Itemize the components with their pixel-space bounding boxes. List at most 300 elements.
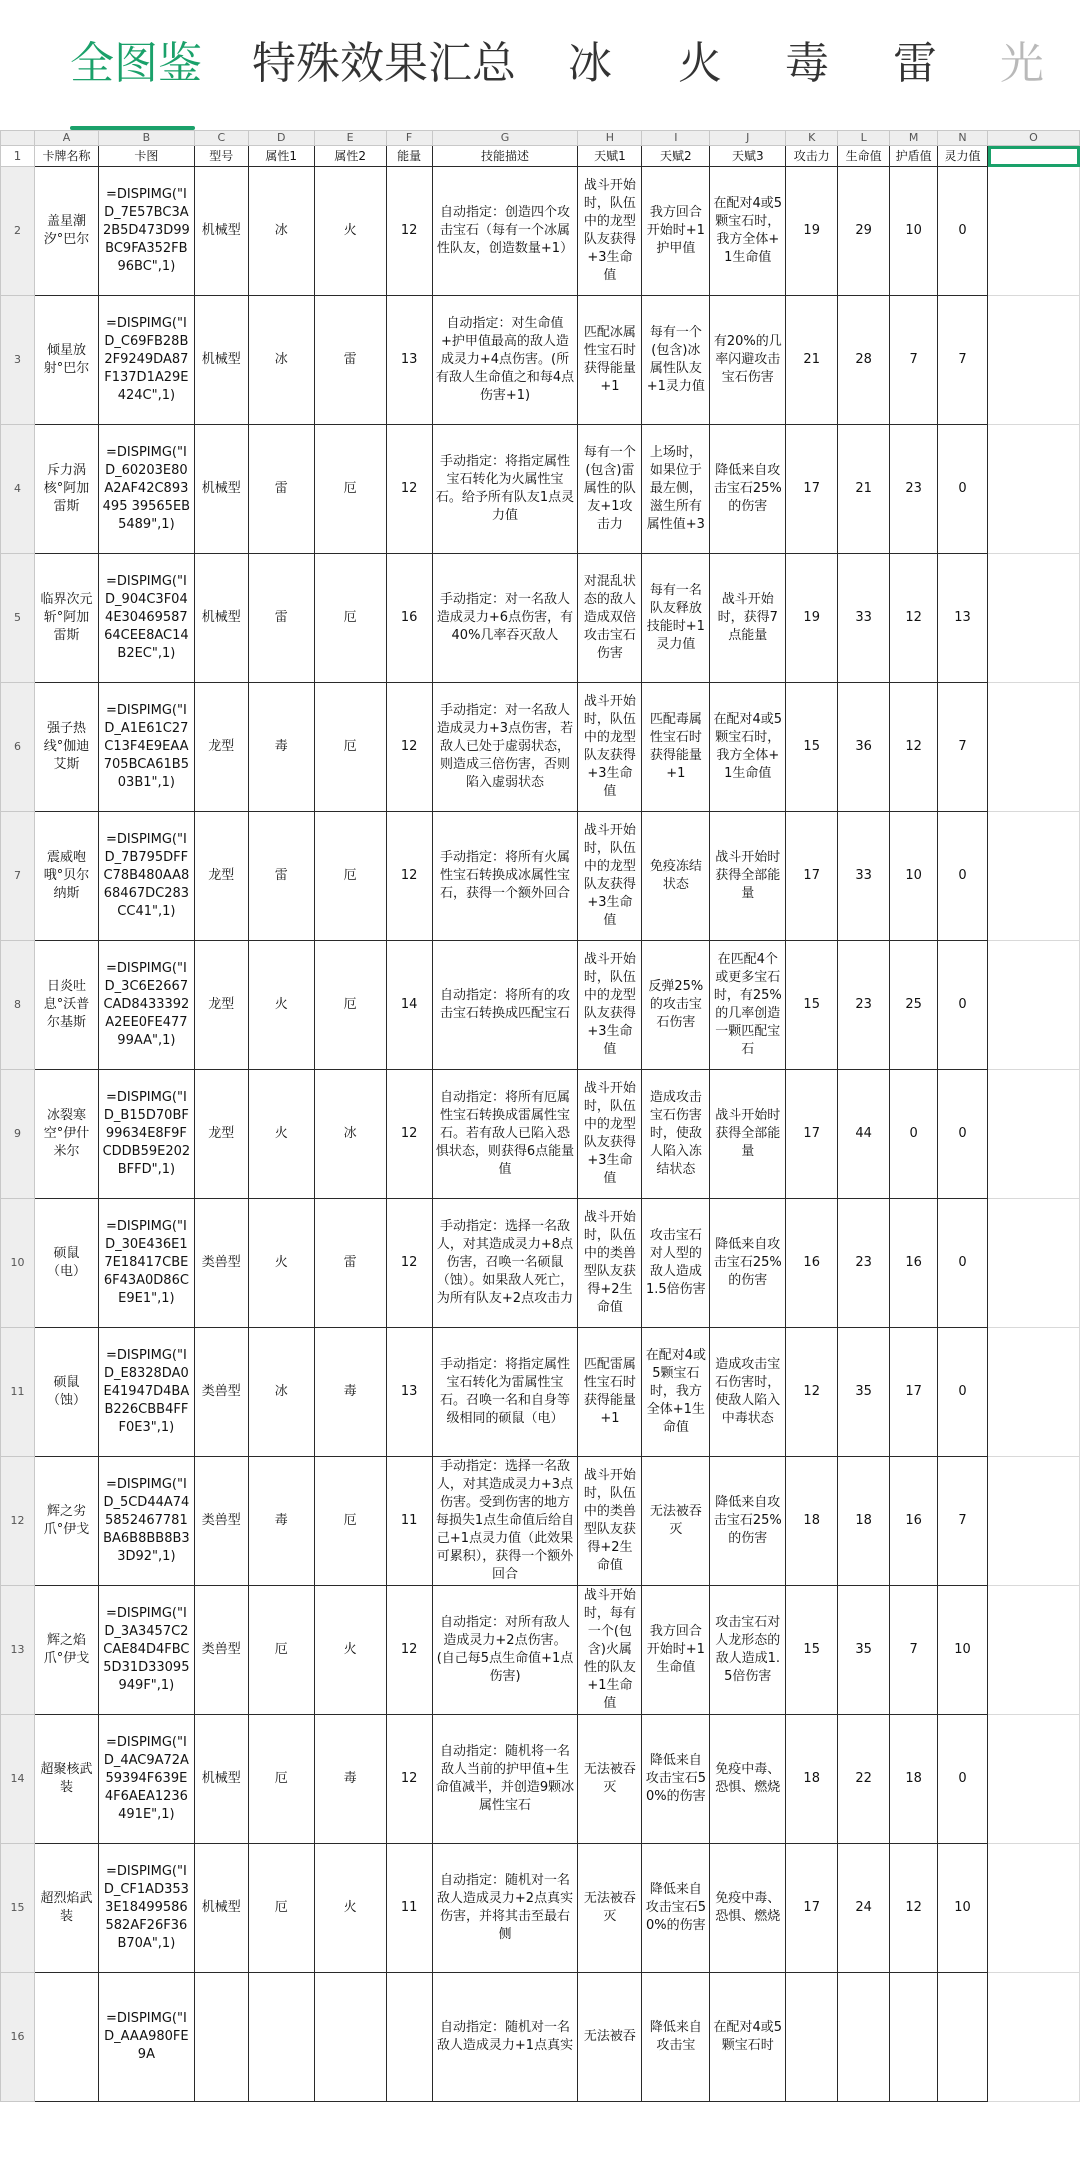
table-row (1, 1715, 1080, 1844)
talent3-cell[interactable]: 免疫中毒、恐惧、燃烧 (710, 1715, 786, 1844)
row-number[interactable]: 14 (1, 1715, 35, 1844)
row-number[interactable]: 6 (1, 683, 35, 812)
hp-cell[interactable]: 29 (838, 167, 890, 296)
talent1-cell[interactable]: 战斗开始时，队伍中的龙型队友获得+3生命值 (578, 1070, 642, 1199)
spirit-cell[interactable]: 7 (938, 296, 988, 425)
header-row (1, 146, 1080, 167)
spirit-cell[interactable]: 0 (938, 167, 988, 296)
energy-cell[interactable] (386, 1973, 432, 2102)
attribute2-cell[interactable]: 毒 (314, 1715, 386, 1844)
attribute2-cell[interactable]: 火 (314, 1844, 386, 1973)
energy-cell[interactable]: 12 (386, 1586, 432, 1715)
hp-cell[interactable]: 23 (838, 1199, 890, 1328)
card-name-cell[interactable]: 倾星放射°巴尔 (34, 296, 98, 425)
talent3-cell[interactable]: 在配对4或5颗宝石时，我方全体+1生命值 (710, 167, 786, 296)
shield-cell[interactable]: 12 (890, 1844, 938, 1973)
table-row (1, 1973, 1080, 2102)
type-cell[interactable]: 龙型 (194, 812, 248, 941)
type-cell[interactable]: 机械型 (194, 1844, 248, 1973)
table-row (1, 1457, 1080, 1586)
talent2-cell[interactable]: 我方回合开始时+1生命值 (642, 1586, 710, 1715)
attribute2-cell[interactable]: 火 (314, 1586, 386, 1715)
table-row (1, 296, 1080, 425)
column-letter[interactable]: K (786, 131, 838, 146)
energy-cell[interactable]: 12 (386, 1070, 432, 1199)
type-cell[interactable]: 类兽型 (194, 1457, 248, 1586)
skill-description-cell[interactable]: 自动指定：对生命值+护甲值最高的敌人造成灵力+4点伤害。(所有敌人生命值之和每4点伤害+1) (432, 296, 578, 425)
header-cell[interactable]: 天赋2 (642, 146, 710, 167)
talent3-cell[interactable]: 战斗开始时获得全部能量 (710, 1070, 786, 1199)
type-cell[interactable]: 类兽型 (194, 1586, 248, 1715)
shield-cell[interactable]: 7 (890, 296, 938, 425)
column-letters-row (1, 131, 1080, 146)
shield-cell[interactable]: 0 (890, 1070, 938, 1199)
attribute1-cell[interactable]: 火 (248, 1070, 314, 1199)
table-row (1, 1328, 1080, 1457)
talent1-cell[interactable]: 匹配冰属性宝石时获得能量+1 (578, 296, 642, 425)
energy-cell[interactable]: 16 (386, 554, 432, 683)
card-image-formula-cell[interactable]: =DISPIMG("ID_904C3F044E3046958764CEE8AC14B2EC",1) (98, 554, 194, 683)
energy-cell[interactable]: 12 (386, 683, 432, 812)
talent2-cell[interactable]: 造成攻击宝石伤害时，使敌人陷入冻结状态 (642, 1070, 710, 1199)
column-letter[interactable]: D (248, 131, 314, 146)
tab-bar (0, 0, 1080, 130)
empty-cell[interactable] (988, 1328, 1080, 1457)
shield-cell[interactable]: 12 (890, 683, 938, 812)
column-letter[interactable]: L (838, 131, 890, 146)
header-cell[interactable]: 灵力值 (938, 146, 988, 167)
attack-cell[interactable]: 12 (786, 1328, 838, 1457)
attribute2-cell[interactable]: 雷 (314, 1199, 386, 1328)
attack-cell[interactable]: 17 (786, 1070, 838, 1199)
attack-cell[interactable]: 19 (786, 167, 838, 296)
table-row (1, 941, 1080, 1070)
row-number[interactable]: 4 (1, 425, 35, 554)
energy-cell[interactable]: 12 (386, 167, 432, 296)
energy-cell[interactable]: 11 (386, 1457, 432, 1586)
header-cell[interactable]: 属性2 (314, 146, 386, 167)
attribute1-cell[interactable]: 冰 (248, 1328, 314, 1457)
tab-special-effects[interactable]: 特殊效果汇总 (252, 38, 516, 89)
talent2-cell[interactable]: 无法被吞灭 (642, 1457, 710, 1586)
attribute2-cell[interactable]: 厄 (314, 941, 386, 1070)
tab-thunder[interactable]: 雷 (893, 38, 937, 89)
empty-cell[interactable] (988, 554, 1080, 683)
header-cell[interactable]: 属性1 (248, 146, 314, 167)
row-number[interactable]: 8 (1, 941, 35, 1070)
talent3-cell[interactable]: 降低来自攻击宝石25%的伤害 (710, 1199, 786, 1328)
attribute1-cell[interactable]: 厄 (248, 1586, 314, 1715)
select-all-corner[interactable] (1, 131, 35, 146)
header-cell[interactable]: 技能描述 (432, 146, 578, 167)
card-name-cell[interactable]: 辉之焰爪°伊戈 (34, 1586, 98, 1715)
attack-cell[interactable]: 16 (786, 1199, 838, 1328)
attribute1-cell[interactable]: 毒 (248, 1457, 314, 1586)
skill-description-cell[interactable]: 手动指定：将所有火属性宝石转换成冰属性宝石，获得一个额外回合 (432, 812, 578, 941)
attribute1-cell[interactable] (248, 1973, 314, 2102)
attack-cell[interactable]: 17 (786, 425, 838, 554)
empty-cell[interactable] (988, 941, 1080, 1070)
row-number[interactable]: 15 (1, 1844, 35, 1973)
row-number[interactable]: 5 (1, 554, 35, 683)
header-cell[interactable]: 卡图 (98, 146, 194, 167)
spreadsheet[interactable] (0, 130, 1080, 2062)
tab-light[interactable]: 光 (1000, 38, 1044, 89)
talent2-cell[interactable]: 每有一个(包含)冰属性队友+1灵力值 (642, 296, 710, 425)
hp-cell[interactable]: 35 (838, 1586, 890, 1715)
talent1-cell[interactable]: 战斗开始时，队伍中的龙型队友获得+3生命值 (578, 167, 642, 296)
talent2-cell[interactable]: 免疫冻结状态 (642, 812, 710, 941)
type-cell[interactable]: 机械型 (194, 1715, 248, 1844)
spirit-cell[interactable]: 13 (938, 554, 988, 683)
talent3-cell[interactable]: 在配对4或5颗宝石时，我方全体+1生命值 (710, 683, 786, 812)
energy-cell[interactable]: 13 (386, 296, 432, 425)
shield-cell[interactable]: 16 (890, 1457, 938, 1586)
attribute1-cell[interactable]: 火 (248, 941, 314, 1070)
talent2-cell[interactable]: 匹配毒属性宝石时获得能量+1 (642, 683, 710, 812)
card-name-cell[interactable]: 斥力涡核°阿加雷斯 (34, 425, 98, 554)
skill-description-cell[interactable]: 手动指定：选择一名敌人，对其造成灵力+3点伤害。受到伤害的地方每损失1点生命值后给自己+1点灵力值（此效果可累积），获得一个额外回合 (432, 1457, 578, 1586)
energy-cell[interactable]: 13 (386, 1328, 432, 1457)
attribute1-cell[interactable]: 厄 (248, 1715, 314, 1844)
header-cell[interactable]: 天赋1 (578, 146, 642, 167)
talent3-cell[interactable]: 在匹配4个或更多宝石时，有25%的几率创造一颗匹配宝石 (710, 941, 786, 1070)
attribute1-cell[interactable]: 火 (248, 1199, 314, 1328)
header-cell[interactable]: 攻击力 (786, 146, 838, 167)
skill-description-cell[interactable]: 自动指定：将所有的攻击宝石转换成匹配宝石 (432, 941, 578, 1070)
energy-cell[interactable]: 12 (386, 425, 432, 554)
sheet-body (1, 131, 1080, 2102)
spirit-cell[interactable]: 0 (938, 1070, 988, 1199)
hp-cell[interactable]: 21 (838, 425, 890, 554)
card-name-cell[interactable]: 盖星潮汐°巴尔 (34, 167, 98, 296)
table-row (1, 812, 1080, 941)
table-row (1, 1199, 1080, 1328)
header-cell[interactable]: 护盾值 (890, 146, 938, 167)
empty-cell[interactable] (988, 1586, 1080, 1715)
type-cell[interactable]: 龙型 (194, 1070, 248, 1199)
talent2-cell[interactable]: 攻击宝石对人型的敌人造成1.5倍伤害 (642, 1199, 710, 1328)
card-name-cell[interactable]: 日炎吐息°沃普尔基斯 (34, 941, 98, 1070)
attack-cell[interactable] (786, 1973, 838, 2102)
header-cell[interactable]: 能量 (386, 146, 432, 167)
empty-cell[interactable] (988, 1070, 1080, 1199)
attribute1-cell[interactable]: 厄 (248, 1844, 314, 1973)
attribute2-cell[interactable]: 厄 (314, 683, 386, 812)
card-name-cell[interactable]: 冰裂寒空°伊什米尔 (34, 1070, 98, 1199)
header-cell[interactable]: 生命值 (838, 146, 890, 167)
skill-description-cell[interactable]: 手动指定：将指定属性宝石转化为雷属性宝石。召唤一名和自身等级相同的硕鼠（电） (432, 1328, 578, 1457)
shield-cell[interactable]: 25 (890, 941, 938, 1070)
skill-description-cell[interactable]: 手动指定：将指定属性宝石转化为火属性宝石。给予所有队友1点灵力值 (432, 425, 578, 554)
talent3-cell[interactable]: 降低来自攻击宝石25%的伤害 (710, 1457, 786, 1586)
spirit-cell[interactable]: 10 (938, 1844, 988, 1973)
shield-cell[interactable]: 18 (890, 1715, 938, 1844)
empty-cell[interactable] (988, 812, 1080, 941)
spirit-cell[interactable]: 7 (938, 1457, 988, 1586)
type-cell[interactable]: 龙型 (194, 941, 248, 1070)
empty-cell[interactable] (988, 1715, 1080, 1844)
row-number[interactable]: 16 (1, 1973, 35, 2102)
attribute2-cell[interactable]: 冰 (314, 1070, 386, 1199)
card-image-formula-cell[interactable]: =DISPIMG("ID_B15D70BF99634E8F9FCDDB59E202BFFD",1) (98, 1070, 194, 1199)
row-number[interactable]: 10 (1, 1199, 35, 1328)
hp-cell[interactable]: 23 (838, 941, 890, 1070)
talent3-cell[interactable]: 战斗开始时，获得7点能量 (710, 554, 786, 683)
row-number[interactable]: 3 (1, 296, 35, 425)
card-image-formula-cell[interactable]: =DISPIMG("ID_3C6E2667CAD8433392A2EE0FE47799AA",1) (98, 941, 194, 1070)
column-letter[interactable]: G (432, 131, 578, 146)
shield-cell[interactable]: 12 (890, 554, 938, 683)
column-letter[interactable]: H (578, 131, 642, 146)
card-image-formula-cell[interactable]: =DISPIMG("ID_CF1AD3533E18499586582AF26F36B70A",1) (98, 1844, 194, 1973)
attack-cell[interactable]: 15 (786, 1586, 838, 1715)
talent2-cell[interactable]: 每有一名队友释放技能时+1灵力值 (642, 554, 710, 683)
attribute1-cell[interactable]: 冰 (248, 296, 314, 425)
attribute2-cell[interactable]: 火 (314, 167, 386, 296)
table-row (1, 167, 1080, 296)
empty-cell[interactable] (988, 296, 1080, 425)
talent1-cell[interactable]: 每有一个(包含)雷属性的队友+1攻击力 (578, 425, 642, 554)
attribute2-cell[interactable]: 厄 (314, 554, 386, 683)
row-number[interactable]: 9 (1, 1070, 35, 1199)
talent1-cell[interactable]: 战斗开始时，队伍中的龙型队友获得+3生命值 (578, 812, 642, 941)
spirit-cell[interactable]: 0 (938, 425, 988, 554)
empty-cell[interactable] (988, 425, 1080, 554)
row-number[interactable]: 11 (1, 1328, 35, 1457)
table-row (1, 554, 1080, 683)
attack-cell[interactable]: 18 (786, 1457, 838, 1586)
row-number[interactable]: 12 (1, 1457, 35, 1586)
type-cell[interactable]: 类兽型 (194, 1328, 248, 1457)
column-letter[interactable]: I (642, 131, 710, 146)
card-name-cell[interactable]: 硕鼠（电） (34, 1199, 98, 1328)
spirit-cell[interactable]: 0 (938, 812, 988, 941)
table-row (1, 1844, 1080, 1973)
energy-cell[interactable]: 12 (386, 1715, 432, 1844)
card-name-cell[interactable]: 超烈焰武装 (34, 1844, 98, 1973)
hp-cell[interactable]: 24 (838, 1844, 890, 1973)
skill-description-cell[interactable]: 自动指定：创造四个攻击宝石（每有一个冰属性队友，创造数量+1） (432, 167, 578, 296)
talent3-cell[interactable]: 攻击宝石对人龙形态的敌人造成1.5倍伤害 (710, 1586, 786, 1715)
sheet-grid (0, 130, 1080, 2102)
type-cell[interactable]: 机械型 (194, 296, 248, 425)
empty-cell[interactable] (988, 1199, 1080, 1328)
hp-cell[interactable]: 18 (838, 1457, 890, 1586)
type-cell[interactable] (194, 1973, 248, 2102)
table-row (1, 683, 1080, 812)
attribute1-cell[interactable]: 雷 (248, 812, 314, 941)
shield-cell[interactable] (890, 1973, 938, 2102)
card-image-formula-cell[interactable]: =DISPIMG("ID_AAA980FE9A (98, 1973, 194, 2102)
hp-cell[interactable]: 44 (838, 1070, 890, 1199)
card-name-cell[interactable]: 强子热线°伽迪艾斯 (34, 683, 98, 812)
shield-cell[interactable]: 23 (890, 425, 938, 554)
tab-poison[interactable]: 毒 (785, 38, 829, 89)
energy-cell[interactable]: 14 (386, 941, 432, 1070)
empty-cell[interactable] (988, 167, 1080, 296)
attribute2-cell[interactable]: 雷 (314, 296, 386, 425)
talent1-cell[interactable]: 战斗开始时，每有一个(包含)火属性的队友+1生命值 (578, 1586, 642, 1715)
attribute2-cell[interactable]: 厄 (314, 1457, 386, 1586)
talent2-cell[interactable]: 上场时，如果位于最左侧，滋生所有属性值+3 (642, 425, 710, 554)
column-letter[interactable]: J (710, 131, 786, 146)
header-cell[interactable]: 天赋3 (710, 146, 786, 167)
card-image-formula-cell[interactable]: =DISPIMG("ID_3A3457C2CAE84D4FBC5D31D33095949F",1) (98, 1586, 194, 1715)
energy-cell[interactable]: 11 (386, 1844, 432, 1973)
column-letter[interactable]: C (194, 131, 248, 146)
talent3-cell[interactable]: 战斗开始时获得全部能量 (710, 812, 786, 941)
talent2-cell[interactable]: 在配对4或5颗宝石时，我方全体+1生命值 (642, 1328, 710, 1457)
shield-cell[interactable]: 10 (890, 812, 938, 941)
attack-cell[interactable]: 17 (786, 1844, 838, 1973)
shield-cell[interactable]: 10 (890, 167, 938, 296)
skill-description-cell[interactable]: 自动指定：将所有厄属性宝石转换成雷属性宝石。若有敌人已陷入恐惧状态，则获得6点能量值 (432, 1070, 578, 1199)
header-cell[interactable]: 卡牌名称 (34, 146, 98, 167)
talent1-cell[interactable]: 无法被吞灭 (578, 1715, 642, 1844)
header-cell[interactable]: 型号 (194, 146, 248, 167)
column-letter[interactable]: M (890, 131, 938, 146)
attribute2-cell[interactable]: 厄 (314, 425, 386, 554)
table-row (1, 425, 1080, 554)
type-cell[interactable]: 类兽型 (194, 1199, 248, 1328)
card-image-formula-cell[interactable]: =DISPIMG("ID_A1E61C27C13F4E9EAA705BCA61B503B1",1) (98, 683, 194, 812)
hp-cell[interactable]: 28 (838, 296, 890, 425)
attack-cell[interactable]: 15 (786, 683, 838, 812)
table-row (1, 1070, 1080, 1199)
column-letter[interactable]: O (988, 131, 1080, 146)
row-number[interactable]: 7 (1, 812, 35, 941)
attack-cell[interactable]: 17 (786, 812, 838, 941)
column-letter[interactable]: A (34, 131, 98, 146)
attack-cell[interactable]: 15 (786, 941, 838, 1070)
attribute1-cell[interactable]: 雷 (248, 425, 314, 554)
talent1-cell[interactable]: 匹配雷属性宝石时获得能量+1 (578, 1328, 642, 1457)
talent2-cell[interactable]: 降低来自攻击宝石50%的伤害 (642, 1715, 710, 1844)
attribute1-cell[interactable]: 毒 (248, 683, 314, 812)
energy-cell[interactable]: 12 (386, 812, 432, 941)
attack-cell[interactable]: 18 (786, 1715, 838, 1844)
row-number[interactable]: 2 (1, 167, 35, 296)
table-row (1, 1586, 1080, 1715)
card-image-formula-cell[interactable]: =DISPIMG("ID_E8328DA0E41947D4BAB226CBB4FFF0E3",1) (98, 1328, 194, 1457)
talent1-cell[interactable]: 战斗开始时，队伍中的类兽型队友获得+2生命值 (578, 1457, 642, 1586)
type-cell[interactable]: 机械型 (194, 554, 248, 683)
attribute2-cell[interactable]: 毒 (314, 1328, 386, 1457)
shield-cell[interactable]: 17 (890, 1328, 938, 1457)
attack-cell[interactable]: 19 (786, 554, 838, 683)
hp-cell[interactable]: 33 (838, 554, 890, 683)
skill-description-cell[interactable]: 自动指定：随机对一名敌人造成灵力+1点真实 (432, 1973, 578, 2102)
card-name-cell[interactable] (34, 1973, 98, 2102)
spirit-cell[interactable]: 0 (938, 941, 988, 1070)
attribute2-cell[interactable] (314, 1973, 386, 2102)
skill-description-cell[interactable]: 手动指定：选择一名敌人，对其造成灵力+8点伤害，召唤一名硕鼠（蚀）。如果敌人死亡，为所有队友+2点攻击力 (432, 1199, 578, 1328)
skill-description-cell[interactable]: 手动指定：对一名敌人造成灵力+6点伤害，有40%几率吞灭敌人 (432, 554, 578, 683)
skill-description-cell[interactable]: 自动指定：随机将一名敌人当前的护甲值+生命值减半，并创造9颗冰属性宝石 (432, 1715, 578, 1844)
hp-cell[interactable]: 33 (838, 812, 890, 941)
header-cell[interactable] (988, 146, 1080, 167)
empty-cell[interactable] (988, 1973, 1080, 2102)
energy-cell[interactable]: 12 (386, 1199, 432, 1328)
talent1-cell[interactable]: 战斗开始时，队伍中的龙型队友获得+3生命值 (578, 683, 642, 812)
attribute1-cell[interactable]: 雷 (248, 554, 314, 683)
hp-cell[interactable]: 36 (838, 683, 890, 812)
attack-cell[interactable]: 21 (786, 296, 838, 425)
talent1-cell[interactable]: 战斗开始时，队伍中的类兽型队友获得+2生命值 (578, 1199, 642, 1328)
card-name-cell[interactable]: 辉之劣爪°伊戈 (34, 1457, 98, 1586)
spirit-cell[interactable]: 0 (938, 1328, 988, 1457)
spirit-cell[interactable] (938, 1973, 988, 2102)
empty-cell[interactable] (988, 1844, 1080, 1973)
card-image-formula-cell[interactable]: =DISPIMG("ID_60203E80A2AF42C893495 39565EB5489",1) (98, 425, 194, 554)
card-name-cell[interactable]: 硕鼠（蚀） (34, 1328, 98, 1457)
row-number[interactable]: 13 (1, 1586, 35, 1715)
spirit-cell[interactable]: 0 (938, 1715, 988, 1844)
spirit-cell[interactable]: 7 (938, 683, 988, 812)
card-image-formula-cell[interactable]: =DISPIMG("ID_4AC9A72A59394F639E4F6AEA1236491E",1) (98, 1715, 194, 1844)
attribute2-cell[interactable]: 厄 (314, 812, 386, 941)
card-image-formula-cell[interactable]: =DISPIMG("ID_30E436E17E18417CBE6F43A0D86CE9E1",1) (98, 1199, 194, 1328)
type-cell[interactable]: 机械型 (194, 167, 248, 296)
type-cell[interactable]: 龙型 (194, 683, 248, 812)
talent1-cell[interactable]: 对混乱状态的敌人造成双倍攻击宝石伤害 (578, 554, 642, 683)
talent3-cell[interactable]: 免疫中毒、恐惧、燃烧 (710, 1844, 786, 1973)
card-image-formula-cell[interactable]: =DISPIMG("ID_7E57BC3A2B5D473D99BC9FA352FB96BC",1) (98, 167, 194, 296)
card-name-cell[interactable]: 超聚核武装 (34, 1715, 98, 1844)
spirit-cell[interactable]: 10 (938, 1586, 988, 1715)
talent3-cell[interactable]: 造成攻击宝石伤害时，使敌人陷入中毒状态 (710, 1328, 786, 1457)
skill-description-cell[interactable]: 自动指定：对所有敌人造成灵力+2点伤害。(自己每5点生命值+1点伤害) (432, 1586, 578, 1715)
talent3-cell[interactable]: 降低来自攻击宝石25%的伤害 (710, 425, 786, 554)
row-number[interactable]: 1 (1, 146, 35, 167)
shield-cell[interactable]: 7 (890, 1586, 938, 1715)
column-letter[interactable]: B (98, 131, 194, 146)
talent2-cell[interactable]: 反弹25%的攻击宝石伤害 (642, 941, 710, 1070)
tab-ice[interactable]: 冰 (568, 38, 612, 89)
card-name-cell[interactable]: 震威咆哦°贝尔纳斯 (34, 812, 98, 941)
card-image-formula-cell[interactable]: =DISPIMG("ID_C69FB28B2F9249DA87F137D1A29E424C",1) (98, 296, 194, 425)
skill-description-cell[interactable]: 手动指定：对一名敌人造成灵力+3点伤害，若敌人已处于虚弱状态，则造成三倍伤害，否则陷入虚弱状态 (432, 683, 578, 812)
hp-cell[interactable]: 35 (838, 1328, 890, 1457)
column-letter[interactable]: F (386, 131, 432, 146)
tab-all[interactable]: 全图鉴 (70, 38, 202, 89)
talent3-cell[interactable]: 在配对4或5颗宝石时 (710, 1973, 786, 2102)
talent2-cell[interactable]: 降低来自攻击宝 (642, 1973, 710, 2102)
skill-description-cell[interactable]: 自动指定：随机对一名敌人造成灵力+2点真实伤害，并将其击至最右侧 (432, 1844, 578, 1973)
talent1-cell[interactable]: 无法被吞灭 (578, 1844, 642, 1973)
hp-cell[interactable] (838, 1973, 890, 2102)
card-image-formula-cell[interactable]: =DISPIMG("ID_5CD44A745852467781BA6B8BB8B33D92",1) (98, 1457, 194, 1586)
empty-cell[interactable] (988, 683, 1080, 812)
talent1-cell[interactable]: 无法被吞 (578, 1973, 642, 2102)
attribute1-cell[interactable]: 冰 (248, 167, 314, 296)
card-image-formula-cell[interactable]: =DISPIMG("ID_7B795DFFC78B480AA868467DC283CC41",1) (98, 812, 194, 941)
empty-cell[interactable] (988, 1457, 1080, 1586)
talent3-cell[interactable]: 有20%的几率闪避攻击宝石伤害 (710, 296, 786, 425)
column-letter[interactable]: N (938, 131, 988, 146)
talent2-cell[interactable]: 我方回合开始时+1护甲值 (642, 167, 710, 296)
talent2-cell[interactable]: 降低来自攻击宝石50%的伤害 (642, 1844, 710, 1973)
column-letter[interactable]: E (314, 131, 386, 146)
spirit-cell[interactable]: 0 (938, 1199, 988, 1328)
shield-cell[interactable]: 16 (890, 1199, 938, 1328)
card-name-cell[interactable]: 临界次元斩°阿加雷斯 (34, 554, 98, 683)
type-cell[interactable]: 机械型 (194, 425, 248, 554)
hp-cell[interactable]: 22 (838, 1715, 890, 1844)
tab-fire[interactable]: 火 (678, 38, 722, 89)
talent1-cell[interactable]: 战斗开始时，队伍中的龙型队友获得+3生命值 (578, 941, 642, 1070)
